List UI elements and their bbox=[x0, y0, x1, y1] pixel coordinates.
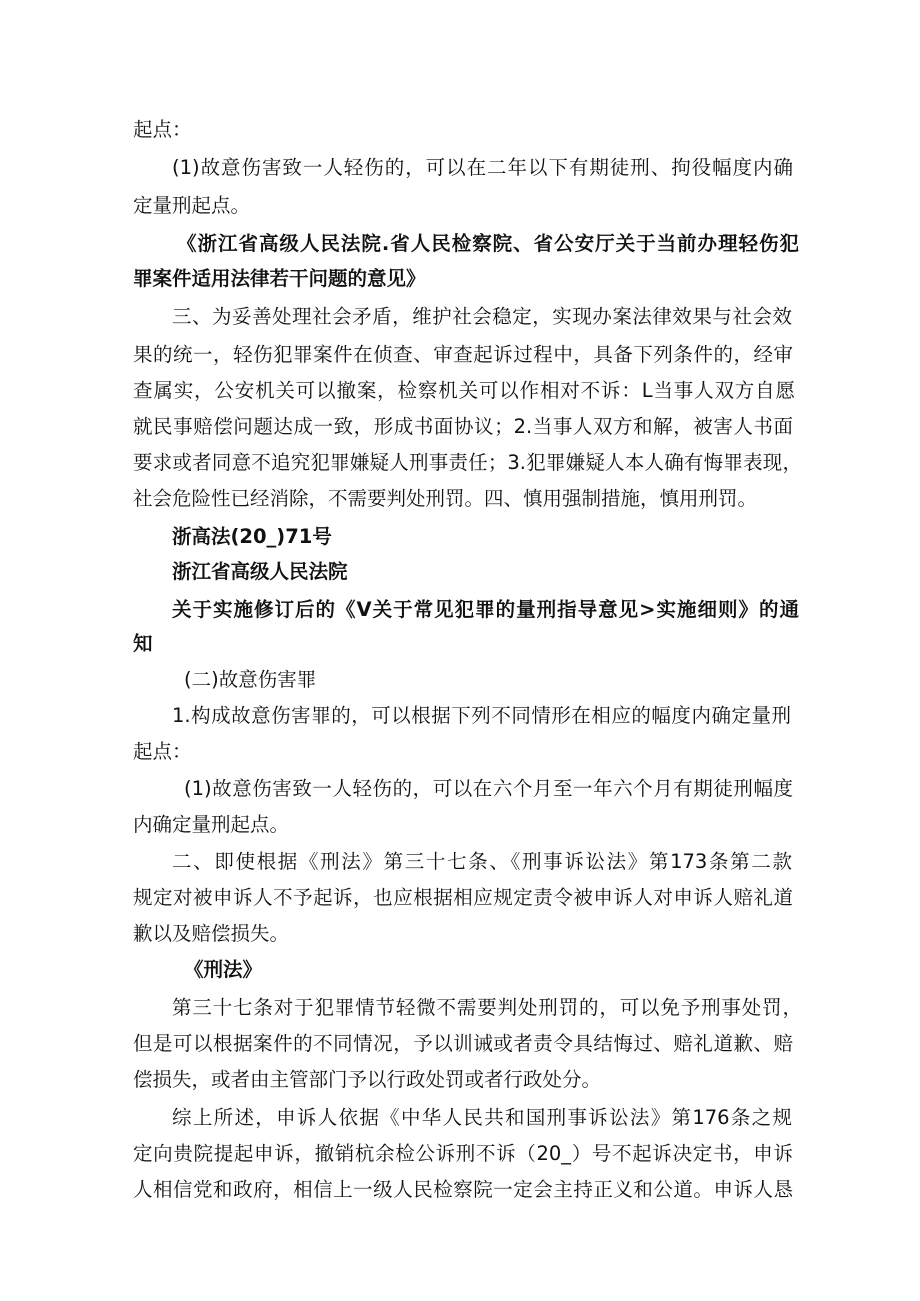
text-line: 但是可以根据案件的不同情况，予以训诫或者责令具结悔过、赔礼道歉、赔 bbox=[133, 1032, 793, 1055]
notice-title: 知 bbox=[133, 632, 153, 655]
heading-line: 罪案件适用法律若干问题的意见》 bbox=[133, 267, 426, 290]
text-line: (1)故意伤害致一人轻伤的，可以在二年以下有期徒刑、拘役幅度内确 bbox=[172, 156, 793, 179]
court-name: 浙江省高级人民法院 bbox=[172, 560, 348, 583]
text-line: 三、为妥善处理社会矛盾，维护社会稳定，实现办案法律效果与社会效 bbox=[172, 305, 792, 328]
text-line: 人相信党和政府，相信上一级人民检察院一定会主持正义和公道。申诉人恳 bbox=[133, 1178, 793, 1201]
text-line: 1.构成故意伤害罪的，可以根据下列不同情形在相应的幅度内确定量刑 bbox=[172, 704, 791, 727]
text-line: 查属实，公安机关可以撤案，检察机关可以作相对不诉：L当事人双方自愿 bbox=[133, 379, 795, 402]
text-line: 二、即使根据《刑法》第三十七条、《刑事诉讼法》第173条第二款 bbox=[172, 850, 792, 873]
doc-number: 浙高法(20_)71号 bbox=[172, 525, 332, 548]
text-line: 歉以及赔偿损失。 bbox=[133, 922, 290, 945]
text-line: 起点： bbox=[133, 118, 192, 141]
text-line: 定向贵院提起申诉，撤销杭余检公诉刑不诉（20_）号不起诉决定书，申诉 bbox=[133, 1142, 793, 1165]
text-line: 第三十七条对于犯罪情节轻微不需要判处刑罚的，可以免予刑事处罚， bbox=[172, 996, 802, 1019]
text-line: 要求或者同意不追究犯罪嫌疑人刑事责任；3.犯罪嫌疑人本人确有悔罪表现， bbox=[133, 451, 802, 474]
text-line: (1)故意伤害致一人轻伤的，可以在六个月至一年六个月有期徒刑幅度 bbox=[184, 777, 793, 800]
text-line: 定量刑起点。 bbox=[133, 194, 251, 217]
notice-title: 关于实施修订后的《V关于常见犯罪的量刑指导意见>实施细则》的通 bbox=[172, 598, 799, 621]
heading-line: 《浙江省高级人民法院.省人民检察院、省公安厅关于当前办理轻伤犯 bbox=[177, 232, 799, 255]
text-line: 果的统一，轻伤犯罪案件在侦查、审查起诉过程中，具备下列条件的，经审 bbox=[133, 343, 793, 366]
text-line: 社会危险性已经消除，不需要判处刑罚。四、慎用强制措施，慎用刑罚。 bbox=[133, 487, 758, 510]
law-title: 《刑法》 bbox=[184, 958, 263, 981]
text-line: 起点： bbox=[133, 740, 192, 763]
text-line: 规定对被申诉人不予起诉，也应根据相应规定责令被申诉人对申诉人赔礼道 bbox=[133, 886, 793, 909]
text-line: 综上所述，申诉人依据《中华人民共和国刑事诉讼法》第176条之规 bbox=[172, 1106, 792, 1129]
text-line: 偿损失，或者由主管部门予以行政处罚或者行政处分。 bbox=[133, 1068, 602, 1091]
text-line: 就民事赔偿问题达成一致，形成书面协议；2.当事人双方和解，被害人书面 bbox=[133, 415, 793, 438]
text-line: 内确定量刑起点。 bbox=[133, 813, 290, 836]
section-heading: (二)故意伤害罪 bbox=[184, 668, 317, 691]
